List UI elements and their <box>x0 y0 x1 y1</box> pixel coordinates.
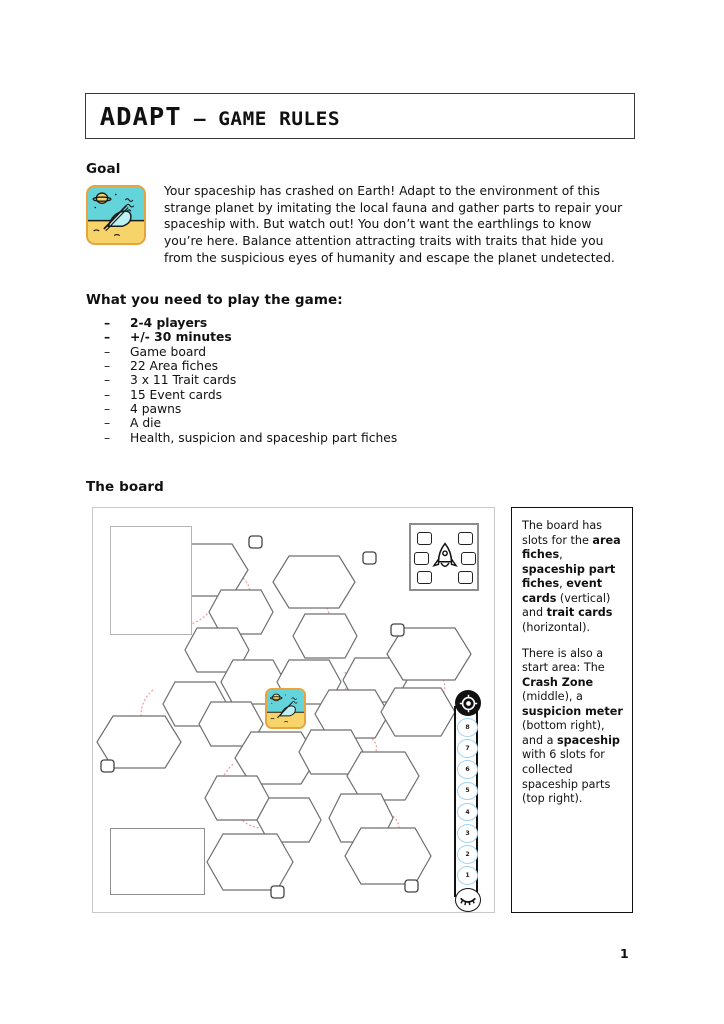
bold-suspicion-meter: suspicion meter <box>522 704 623 718</box>
suspicion-step[interactable]: 3 <box>457 824 478 843</box>
bold-spaceship-part-fiches: spaceship part fiches <box>522 562 616 591</box>
spaceship-slot[interactable] <box>414 552 429 565</box>
spaceship-slot[interactable] <box>417 532 432 545</box>
title-main: ADAPT <box>99 101 182 131</box>
list-item-label: Health, suspicion and spaceship part fiches <box>130 430 398 445</box>
bold-area-fiches: area fiches <box>522 533 621 562</box>
title-separator: – <box>193 107 207 130</box>
list-item-label: 3 x 11 Trait cards <box>130 373 237 388</box>
suspicion-step[interactable]: 7 <box>457 739 478 758</box>
list-bullet: – <box>104 401 111 416</box>
suspicion-meter[interactable] <box>454 706 478 897</box>
text-fragment: (middle), a <box>522 690 583 704</box>
board-heading: The board <box>86 479 164 495</box>
list-item-label: 4 pawns <box>130 401 182 416</box>
text-fragment: , <box>559 548 563 562</box>
text-fragment: There is also a start area: The <box>522 646 605 675</box>
board-description-panel <box>511 507 633 913</box>
board-description-body <box>512 508 632 807</box>
event-cards-slot[interactable] <box>110 526 192 635</box>
list-bullet: – <box>104 316 111 330</box>
bold-event-cards: event cards <box>522 577 603 605</box>
bold-trait-cards: trait cards <box>546 606 613 620</box>
open-eye-icon <box>455 690 481 716</box>
list-item-label: 15 Event cards <box>130 387 223 402</box>
bold-spaceship: spaceship <box>557 733 620 747</box>
suspicion-step[interactable]: 1 <box>457 866 478 885</box>
trait-cards-slot[interactable] <box>110 828 205 895</box>
title-subtitle: GAME RULES <box>218 107 341 130</box>
text-fragment: (vertical) and <box>522 591 611 620</box>
closed-eye-icon <box>455 888 481 912</box>
list-bullet: – <box>104 344 111 359</box>
board-inner <box>93 508 494 912</box>
requirements-heading: What you need to play the game: <box>86 292 343 308</box>
spaceship-slot[interactable] <box>461 552 476 565</box>
suspicion-step[interactable]: 8 <box>457 718 478 737</box>
text-fragment: (bottom right), and a <box>522 719 605 747</box>
suspicion-step[interactable]: 6 <box>457 760 478 779</box>
list-item-label: Game board <box>130 344 207 359</box>
list-bullet: – <box>104 330 111 345</box>
page-title <box>83 102 340 131</box>
crash-scene-svg <box>88 187 144 243</box>
page-number: 1 <box>620 946 629 961</box>
text-fragment: The board has slots for the <box>522 519 603 547</box>
crash-zone-icon <box>267 690 304 727</box>
rocket-icon <box>432 542 458 575</box>
list-bullet: – <box>104 387 111 402</box>
spaceship-slot[interactable] <box>458 532 473 545</box>
suspicion-step[interactable]: 2 <box>457 845 478 864</box>
bold-crash-zone: Crash Zone <box>522 675 594 689</box>
goal-heading: Goal <box>86 161 121 177</box>
list-item <box>104 431 524 445</box>
text-fragment: , <box>559 577 567 591</box>
list-item-label: 2-4 players <box>130 316 208 330</box>
list-item <box>104 316 524 330</box>
title-banner <box>85 93 635 139</box>
list-item-label: A die <box>130 416 162 431</box>
list-item <box>104 373 524 387</box>
list-item-label: 22 Area fiches <box>130 358 219 373</box>
spaceship-parts-area[interactable] <box>409 523 479 591</box>
suspicion-step[interactable]: 4 <box>457 803 478 822</box>
list-bullet: – <box>104 430 111 445</box>
list-item <box>104 416 524 430</box>
list-bullet: – <box>104 416 111 431</box>
board-description-paragraph-1 <box>522 519 623 636</box>
list-item <box>104 402 524 416</box>
list-item-label: +/- 30 minutes <box>130 330 232 345</box>
list-item <box>104 359 524 373</box>
list-item <box>104 330 524 344</box>
text-fragment: with 6 slots for collected spaceship parts (top right). <box>522 748 611 806</box>
crashed-spaceship-icon <box>86 185 146 245</box>
list-bullet: – <box>104 358 111 373</box>
list-item <box>104 388 524 402</box>
suspicion-step[interactable]: 5 <box>457 782 478 801</box>
goal-text: Your spaceship has crashed on Earth! Adapt to the environment of this strange planet by imitating the local fauna and gather parts to repair your spaceship with. But watch out! You don’t want the earthlings to know you’re here. Balance attention attracting traits with traits that hide you from the suspicious eyes of humanity and escape the planet undetected. <box>164 184 623 265</box>
closed-eye-glyph <box>458 891 478 909</box>
open-eye-glyph <box>459 694 478 713</box>
list-item <box>104 345 524 359</box>
game-board-figure <box>92 507 495 913</box>
board-description-paragraph-2 <box>522 647 623 807</box>
spaceship-slot[interactable] <box>458 571 473 584</box>
list-bullet: – <box>104 373 111 388</box>
spaceship-slot[interactable] <box>417 571 432 584</box>
requirements-list <box>104 316 524 445</box>
text-fragment: (horizontal). <box>522 620 591 634</box>
crash-zone-tile[interactable] <box>265 688 306 729</box>
